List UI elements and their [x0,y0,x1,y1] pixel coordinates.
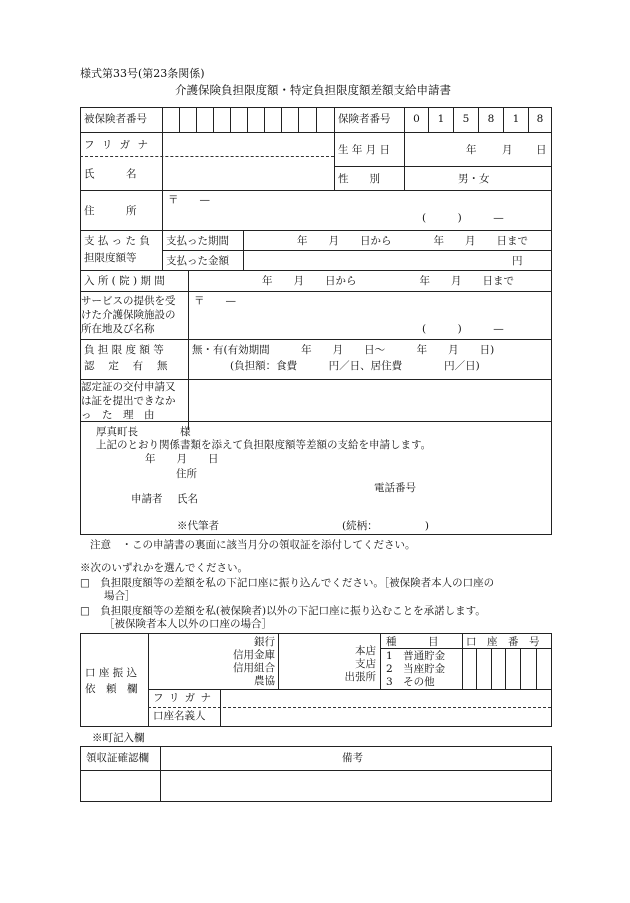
choice-option-1[interactable]: □ 負担限度額等の差額を私の下記口座に振り込んでください。［被保険者本人の口座の [80,577,495,589]
mayor-address: 厚真町長 様 [96,426,191,438]
cert-period: 無・有(有効期間 年 月 日～ 年 月 日) [192,344,495,356]
applicant-phone-label: 電話番号 [374,482,416,494]
paid-period-value: 年 月 日から 年 月 日まで [297,235,528,247]
admission-label: 入 所 ( 院 ) 期 間 [84,275,165,287]
bank-label: 依 頼 欄 [85,683,138,695]
sex-label: 性 別 [338,173,380,185]
branch-branch[interactable]: 支店 [355,658,376,670]
cert-label: 負 担 限 度 額 等 [84,344,164,356]
choice-option-1-cont: 場合］ [104,590,136,602]
bank-type-bank[interactable]: 銀行 [254,636,275,648]
admission-period: 年 月 日から 年 月 日まで [262,275,514,287]
paid-amount-label: 支払った金額 [166,255,229,267]
holder-kana-label: フ リ ガ ナ [153,692,213,704]
declaration-statement: 上記のとおり関係書類を添えて負担限度額等差額の支給を申請します。 [96,439,432,451]
insurer-number-label: 保険者番号 [338,113,391,125]
insurer-digit: 8 [487,113,495,125]
account-number-field[interactable] [463,649,550,688]
applicant-address-label: 住所 [176,468,197,480]
applicant-label: 申請者 [131,493,163,505]
sex-value[interactable]: 男・女 [458,173,490,185]
form-title: 介護保険負担限度額・特定負担限度額差額支給申請書 [175,83,451,97]
kana-label: フ リ ガ ナ [84,139,151,151]
birth-month: 月 [502,144,513,156]
note-text: 注意 ・この申請書の裏面に該当月分の領収証を添付してください。 [90,539,416,551]
kana-field[interactable] [163,133,333,155]
holder-name-label: 口座名義人 [153,710,206,722]
insured-number-field[interactable] [163,108,333,132]
bank-type-nokyo[interactable]: 農協 [254,675,275,687]
bank-label: 口 座 振 込 [85,667,138,679]
address-phone: ( ) — [422,212,504,224]
account-kind-header: 種 目 [386,636,439,648]
form-number: 様式第33号(第23条関係) [80,67,205,80]
branch-head[interactable]: 本店 [355,645,376,657]
declaration-date: 年 月 日 [145,453,219,465]
branch-sub[interactable]: 出張所 [344,671,376,683]
insurer-digit: 1 [512,113,520,125]
bank-type-kumiai[interactable]: 信用組合 [233,662,275,674]
account-kind-option[interactable]: 1 普通貯金 [386,650,446,662]
facility-postal: 〒 — [194,295,236,307]
applicant-name-label: 氏名 [177,493,198,505]
paid-period-label: 支払った期間 [166,235,229,247]
remarks-label: 備考 [342,752,363,764]
facility-phone: ( ) — [422,323,504,335]
reason-label: は証を提出できなか [81,395,176,407]
paid-label: 担限度額等 [84,252,137,264]
insurer-digit: 5 [462,113,470,125]
town-use-title: ※町記入欄 [92,732,145,744]
birth-year: 年 [466,144,477,156]
choice-intro: ※次のいずれかを選んでください。 [80,562,248,574]
insured-number-label: 被保険者番号 [84,113,147,125]
reason-field[interactable] [189,380,550,420]
proxy-relation: (続柄： ) [342,520,429,532]
paid-label: 支 払 っ た 負 [84,235,150,247]
facility-label: 所在地及び名称 [81,323,155,335]
cert-label: 認 定 有 無 [84,360,168,372]
reason-label: っ た 理 由 [81,409,155,421]
choice-option-2-cont: ［被保険者本人以外の口座の場合］ [104,618,272,630]
bank-type-shinkin[interactable]: 信用金庫 [233,649,275,661]
holder-name-field[interactable] [221,708,550,725]
paid-amount-yen: 円 [512,255,523,267]
account-kind-option[interactable]: 3 その他 [386,676,435,688]
account-number-header: 口 座 番 号 [466,636,540,648]
birth-day: 日 [536,144,547,156]
insurer-digit: 1 [437,113,445,125]
receipt-check-label: 領収証確認欄 [86,752,149,764]
account-kind-option[interactable]: 2 当座貯金 [386,663,446,675]
address-postal: 〒 — [168,194,210,206]
choice-option-2[interactable]: □ 負担限度額等の差額を私(被保険者)以外の下記口座に振り込むことを承諾します。 [80,605,486,617]
birth-date-label: 生 年 月 日 [338,144,391,156]
proxy-label: ※代筆者 [177,520,219,532]
name-field[interactable] [163,157,333,189]
address-label: 住 所 [84,205,137,217]
cert-amount: (負担額：食費 円／日、居住費 円／日) [230,360,480,372]
reason-label: 認定証の交付申請又 [81,381,176,393]
facility-label: サービスの提供を受 [81,295,176,307]
facility-label: けた介護保険施設の [81,309,176,321]
name-label: 氏 名 [84,168,137,180]
insurer-digit: 0 [413,113,420,125]
insurer-digit: 8 [536,113,544,125]
